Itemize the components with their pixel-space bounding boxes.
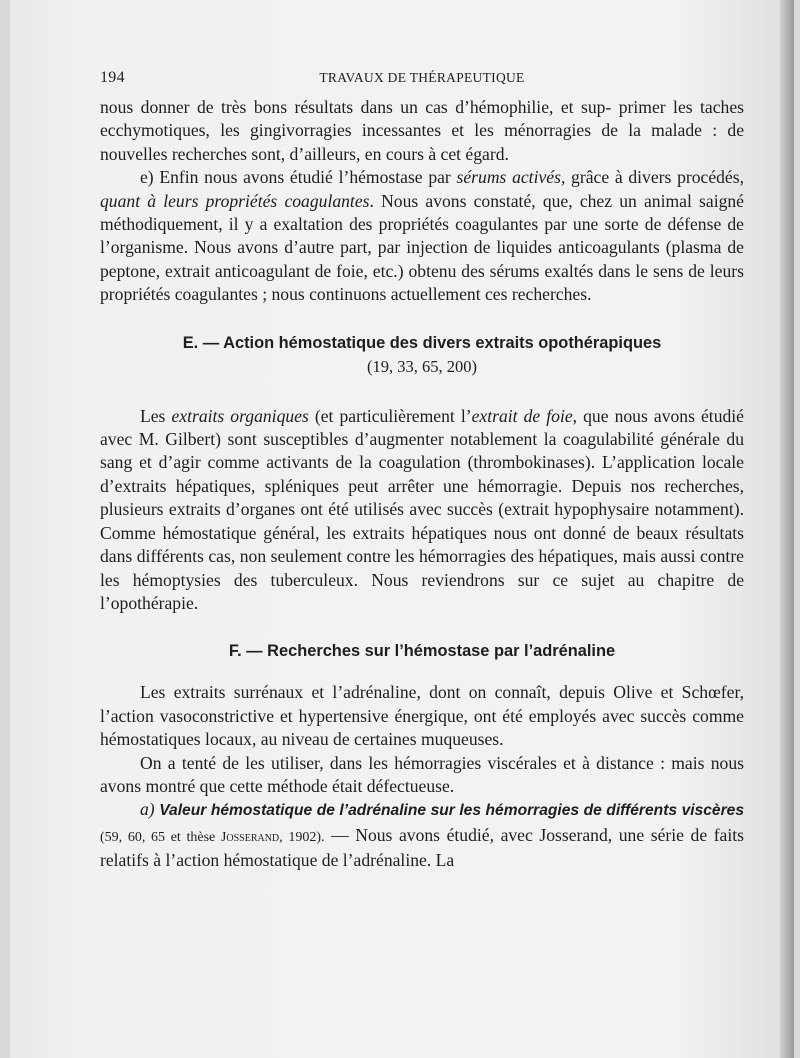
page-number: 194 [100, 69, 125, 86]
page-edge-shadow [780, 0, 794, 1058]
paragraph-continued [100, 96, 744, 166]
para3-italic-extraits: extraits organiques [171, 405, 309, 426]
section-e-refs: (19, 33, 65, 200) [367, 356, 477, 376]
para6-heading: Valeur hémostatique de l’adrénaline sur les hémorragies de différents viscères [159, 802, 745, 820]
para2-c: , grâce à divers procédés, [560, 167, 744, 188]
para6-f: — Nous avons étudié, avec Josserand, une série de faits relatifs à l’action hémostatique de l’adrénaline. La [100, 824, 744, 871]
section-f-title: F. — Recherches sur l’hémostase par l’adrénaline [228, 642, 616, 661]
para6-author: Josserand [220, 829, 280, 845]
page-text [100, 60, 744, 873]
para2-italic-props: quant à leurs propriétés coagulantes [100, 190, 370, 211]
paragraph-surrenaux: Les extraits surrénaux et l’adrénaline, dont on connaît, depuis Olive et Schœfer, l’action vasoconstrictive et hypertensive énergique, ont été employés avec succès comme hémostatiques locaux, au niveau de certaines muqueuses. [100, 682, 744, 750]
para3-italic-foie: extrait de foie [471, 405, 573, 426]
paragraph-serums [100, 166, 744, 306]
para1-line2: primer les taches ecchymotiques, les gingivorragies incessantes et les [100, 97, 744, 141]
para3-e: , que nous avons étudié avec M. Gilbert) sont susceptibles d’augmenter notablement la coagulabilité générale du sang et d’agir comme activants de la coagulation (thrombokinases). L’application locale d’extraits hépatiques, spléniques peut arrêter une hémorragie. Depuis nos recherches, plusieurs extraits d’organes ont été utilisés avec succès (extrait hypophysaire notamment). Comme hémostatique général, les extraits hépatiques nous ont donné de beaux résultats dans différents cas, non seulement contre les hémorragies des hépatiques, mais aussi contre les hémoptysies des tuberculeux. Nous reviendrons sur ce sujet au chapitre de l’opothérapie. [100, 405, 744, 613]
paragraph-valeur [100, 798, 744, 872]
para3-a: Les [140, 405, 172, 426]
para6-refs: (59, 60, 65 et thèse [100, 829, 221, 845]
para1-line4: cours à cet égard. [385, 143, 509, 164]
book-page [10, 0, 794, 1058]
para2-e: . Nous avons constaté, que, chez un animal saigné méthodiquement, il y a exaltation des propriétés coagulantes par une sorte de défense de l’organisme. Nous avons d’autre part, par injection de liquides anticoagulants (plasma de peptone, extrait anticoagulant de foie, etc.) obtenu des sérums exaltés dans le sens de leurs propriétés coagulantes ; nous continuons actuellement ces recherches. [100, 190, 744, 305]
para2-a: e) Enfin nous avons étudié l’hémostase par [140, 167, 457, 188]
paragraph-extraits [100, 405, 744, 616]
section-e-title: E. — Action hémostatique des divers extraits opothérapiques [182, 333, 662, 352]
para1-line1: nous donner de très bons résultats dans un cas d’hémophilie, et sup- [100, 97, 612, 117]
para2-italic-serums: sérums activés [456, 167, 561, 188]
para6-year: , 1902). [279, 829, 325, 845]
para1-line3: ménorragies de la malade : de nouvelles recherches sont, d’ailleurs, en [100, 120, 744, 164]
para3-c: (et particulièrement l’ [308, 405, 472, 426]
running-head [100, 60, 744, 96]
running-title: TRAVAUX DE THÉRAPEUTIQUE [319, 70, 525, 85]
paragraph-tente: On a tenté de les utiliser, dans les hémorragies viscérales et à distance : mais nous avons montré que cette méthode était défectueuse. [100, 752, 744, 796]
para6-a: a) [140, 799, 160, 820]
